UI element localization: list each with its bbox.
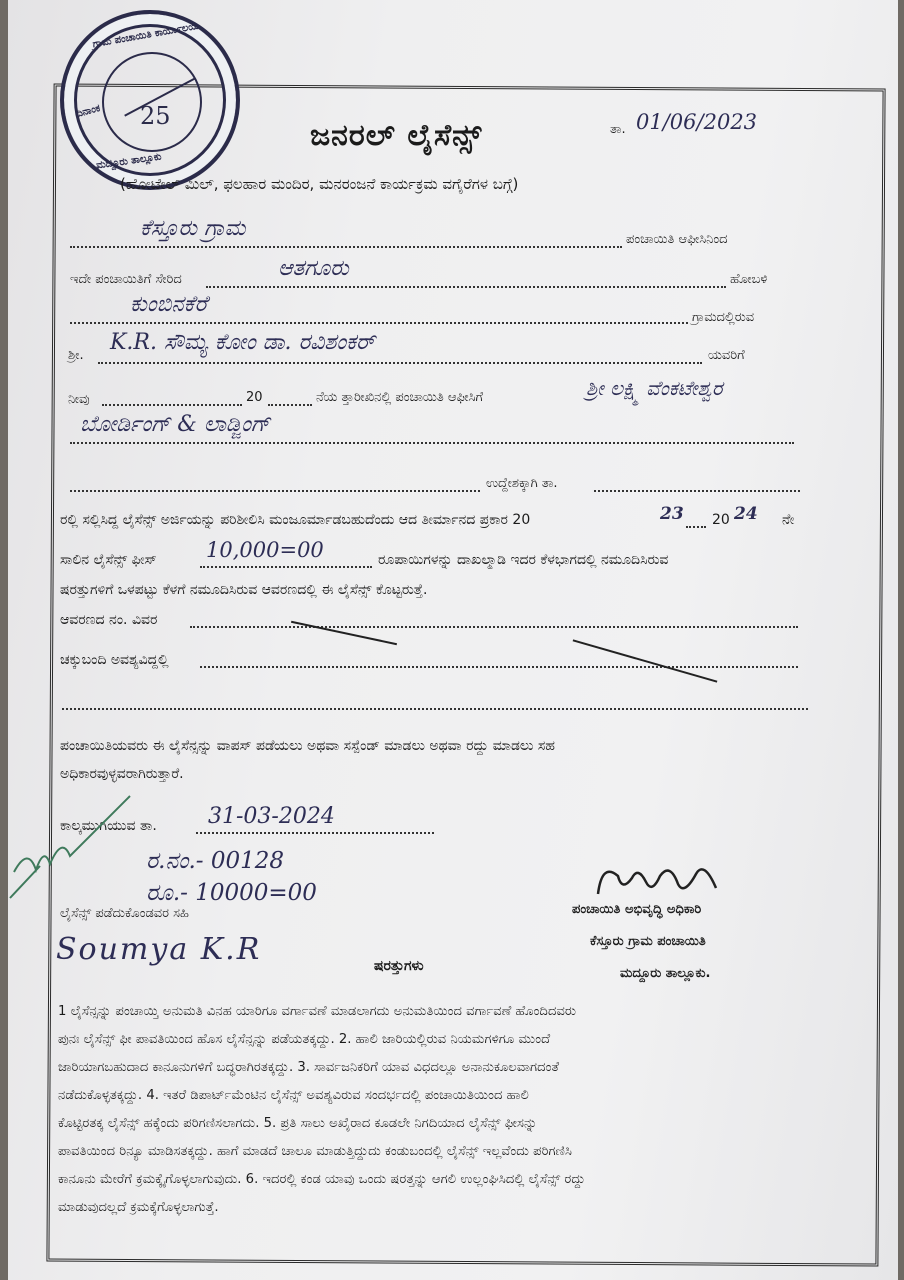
dotted-line <box>98 362 702 364</box>
hobli-name: ಆತಗೂರು <box>278 256 349 281</box>
power-line2: ಅಧಿಕಾರವುಳ್ಳವರಾಗಿರುತ್ತಾರೆ. <box>60 766 184 782</box>
seal-text-bottom: ಮದ್ದೂರು ತಾಲ್ಲೂಕು <box>95 151 163 172</box>
village-name: ಕುಂಬಿನಕೆರೆ <box>130 292 207 317</box>
dotted-line <box>206 286 726 288</box>
subtitle: (ಹೋಟೇಲ್ ಮಿಲ್, ಫಲಹಾರ ಮಂದಿರ, ಮನರಂಜನೆ ಕಾರ್ಯಕ್ರಮ ವಗೈರೆಗಳ ಬಗ್ಗೆ) <box>120 175 519 193</box>
para2-text: ರೂಪಾಯಿಗಳನ್ನು ದಾಖಲ್ಮಾಡಿ ಇದರ ಕೆಳಭಾಗದಲ್ಲಿ ನಮೂದಿಸಿರುವ <box>378 552 669 568</box>
condition-line: ಪುನಃ ಲೈಸೆನ್ಸ್ ಫೀ ಪಾವತಿಯಿಂದ ಹೊಸ ಲೈಸೆನ್ಸನ್ನು ಪಡೆಯತಕ್ಕದ್ದು. 2. ಹಾಲಿ ಜಾರಿಯಲ್ಲಿರುವ ನಿಯಮಗಳಿಗೂ ಮುಂದೆ <box>58 1032 551 1047</box>
line4-prefix: ಶ್ರೀ. <box>68 348 84 363</box>
avarana-label: ಆವರಣದ ನಂ. ವಿವರ <box>60 612 158 628</box>
line2-suffix: ಹೋಬಳಿ <box>730 272 768 287</box>
line5-prefix: ನೀವು <box>68 392 90 407</box>
receipt-number: ರ.ನಂ.- 00128 <box>146 848 285 874</box>
dotted-line <box>190 626 798 628</box>
licensee-sign-label: ಲೈಸೆನ್ಸ್ ಪಡೆದುಕೊಂಡವರ ಸಹಿ <box>60 906 189 921</box>
date-value: 01/06/2023 <box>636 110 758 134</box>
condition-line: ಪಾವತಿಯಿಂದ ರಿನ್ಯೂ ಮಾಡಿಸತಕ್ಕದ್ದು. ಹಾಗೆ ಮಾಡದೆ ಚಾಲೂ ಮಾಡುತ್ತಿದ್ದುದು ಕಂಡುಬಂದಲ್ಲಿ ಲೈಸೆನ್ಸ್ ಇಲ್ಲವೆಂದು ಪರಿಗಣಿಸಿ <box>58 1144 573 1159</box>
chakkubandi-label: ಚಕ್ಕುಬಂದಿ ಅವಶ್ಯವಿದ್ದಲ್ಲಿ <box>60 652 169 668</box>
dotted-line <box>62 708 808 710</box>
business-name-part2: ಬೋರ್ಡಿಂಗ್ & ಲಾಡ್ಜಿಂಗ್ <box>80 412 271 437</box>
date-label: ತಾ. <box>610 122 626 137</box>
para3-text: ಷರತ್ತುಗಳಿಗೆ ಒಳಪಟ್ಟು ಕೆಳಗೆ ನಮೂದಿಸಿರುವ ಆವರಣದಲ್ಲಿ ಈ ಲೈಸೆನ್ಸ್ ಕೊಟ್ಟರುತ್ತೆ. <box>60 582 428 598</box>
dotted-line <box>268 404 312 406</box>
expiry-date: 31-03-2024 <box>208 804 335 829</box>
year-from: 23 <box>660 504 684 524</box>
dotted-line <box>686 526 706 528</box>
seal-number: 25 <box>140 102 171 130</box>
dotted-line <box>196 832 434 834</box>
dotted-line <box>200 666 798 668</box>
line2-prefix: ಇದೇ ಪಂಚಾಯಿತಿಗೆ ಸೇರಿದ <box>70 272 182 287</box>
purpose-label: ಉದ್ದೇಶಕ್ಕಾಗಿ ತಾ. <box>486 476 558 491</box>
conditions-block <box>58 998 585 1222</box>
dotted-line <box>70 322 688 324</box>
expiry-label: ಕಾಲ್ಕಮುಗಿಯುವ ತಾ. <box>60 818 157 834</box>
power-line1: ಪಂಚಾಯಿತಿಯವರು ಈ ಲೈಸೆನ್ಸನ್ನು ವಾಪಸ್ ಪಡೆಯಲು ಅಥವಾ ಸಸ್ಪೆಂಡ್ ಮಾಡಲು ಅಥವಾ ರದ್ದು ಮಾಡಲು ಸಹ <box>60 738 555 754</box>
dotted-line <box>594 490 800 492</box>
conditions-heading: ಷರತ್ತುಗಳು <box>374 958 424 974</box>
fee-label: ಸಾಲಿನ ಲೈಸೆನ್ಸ್ ಫೀಸ್ <box>60 552 157 568</box>
line5-mid: ನೆಯ ತ್ತಾರೀಖಿನಲ್ಲಿ ಪಂಚಾಯಿತಿ ಆಫೀಸಿಗೆ <box>316 390 484 405</box>
condition-line: ಕಾನೂನು ಮೇರೆಗೆ ಕ್ರಮಕ್ಕೈಗೊಳ್ಳಲಾಗುವುದು. 6. ಇದರಲ್ಲಿ ಕಂಡ ಯಾವು ಒಂದು ಷರತ್ತನ್ನು ಆಗಲಿ ಉಲ್ಲಂಘಿಸಿದಲ್ಲಿ ಲೈಸೆನ್ಸ್ ರದ್ದು <box>58 1172 586 1187</box>
condition-line: ಮಾಡುವುದಲ್ಲದೆ ಕ್ರಮಕ್ಕೆಗೊಳ್ಳಲಾಗುತ್ತೆ. <box>58 1200 219 1215</box>
line3-suffix: ಗ್ರಾಮದಲ್ಲಿರುವ <box>692 310 755 325</box>
officer-signature <box>592 858 732 908</box>
licensee-name: K.R. ಸೌಮ್ಯ ಕೋಂ ಡಾ. ರವಿಶಂಕರ್ <box>110 330 375 355</box>
line5-year: 20 <box>246 390 263 405</box>
seal-text-left: ದಿನಾಂಕ <box>74 103 102 120</box>
para1-year2-prefix: 20 <box>712 512 730 528</box>
page-title: ಜನರಲ್ ಲೈಸೆನ್ಸ್ <box>310 118 483 153</box>
amount-paid: ರೂ.- 10000=00 <box>146 880 317 906</box>
dotted-line <box>70 442 794 444</box>
business-name-part1: ಶ್ರೀ ಲಕ್ಷ್ಮಿ ವೆಂಕಟೇಶ್ವರ <box>586 376 723 400</box>
para1-text: ರಲ್ಲಿ ಸಲ್ಲಿಸಿದ್ದ ಲೈಸೆನ್ಸ್ ಅರ್ಜಿಯನ್ನು ಪರಿಶೀಲಿಸಿ ಮಂಜೂರ್ಮಾಡಬಹುದೆಂದು ಆದ ತೀರ್ಮಾನದ ಪ್ರಕಾರ 20 <box>60 512 531 528</box>
dotted-line <box>102 404 242 406</box>
initials-signature <box>0 786 150 906</box>
line4-suffix: ಯವರಿಗೆ <box>708 348 745 363</box>
officer-office: ಕೆಸ್ತೂರು ಗ್ರಾಮ ಪಂಚಾಯಿತಿ <box>590 934 706 949</box>
officer-taluk: ಮದ್ದೂರು ತಾಲ್ಲೂಕು. <box>620 966 711 981</box>
licensee-signature: Soumya K.R <box>56 932 262 967</box>
condition-line: 1 ಲೈಸೆನ್ಸನ್ನು ಪಂಚಾಯ್ತಿ ಅನುಮತಿ ವಿನಹ ಯಾರಿಗೂ ವರ್ಗಾವಣೆ ಮಾಡಲಾಗದು ಅನುಮತಿಯಿಂದ ವರ್ಗಾವಣೆ ಹೊಂದಿದವರು <box>58 1004 577 1019</box>
seal-text-top: ಗ್ರಾಮ ಪಂಚಾಯಿತಿ ಕಾರ್ಯಾಲಯ <box>91 20 200 51</box>
para1-suffix: ನೇ <box>782 512 795 528</box>
panchayat-name: ಕೆಸ್ತೂರು ಗ್ರಾಮ <box>140 216 246 241</box>
condition-line: ನಡೆದುಕೊಳ್ಳತಕ್ಕದ್ದು. 4. ಇತರೆ ಡಿಪಾರ್ಟ್‌ಮೆಂಟಿನ ಲೈಸೆನ್ಸ್ ಅವಶ್ಯವಿರುವ ಸಂದರ್ಭದಲ್ಲಿ ಪಂಚಾಯಿತಿಯಿಂದ ಹಾಲಿ <box>58 1088 529 1103</box>
dotted-line <box>70 246 622 248</box>
condition-line: ಜಾರಿಯಾಗಬಹುದಾದ ಕಾನೂನುಗಳಿಗೆ ಬದ್ಧರಾಗಿರತಕ್ಕದ್ದು. 3. ಸಾರ್ವಜನಿಕರಿಗೆ ಯಾವ ವಿಧದಲ್ಲೂ ಅನಾನುಕೂಲವಾಗದಂತೆ <box>58 1060 559 1075</box>
dotted-line <box>70 490 480 492</box>
dotted-line <box>200 566 372 568</box>
line1-suffix: ಪಂಚಾಯಿತಿ ಆಫೀಸಿನಿಂದ <box>626 232 728 247</box>
year-to: 24 <box>734 504 758 524</box>
fee-amount: 10,000=00 <box>206 538 324 562</box>
condition-line: ಕೊಟ್ಟಿರತಕ್ಕ ಲೈಸೆನ್ಸ್ ಹಕ್ಕೆಂದು ಪರಿಗಣಿಸಲಾಗದು. 5. ಪ್ರತಿ ಸಾಲು ಅಖೈರಾದ ಕೂಡಲೇ ನಿಗದಿಯಾದ ಲೈಸೆನ್ಸ್ ಫೀಸನ್ನು <box>58 1116 538 1131</box>
officer-title: ಪಂಚಾಯಿತಿ ಅಭಿವೃದ್ಧಿ ಅಧಿಕಾರಿ <box>572 902 702 917</box>
